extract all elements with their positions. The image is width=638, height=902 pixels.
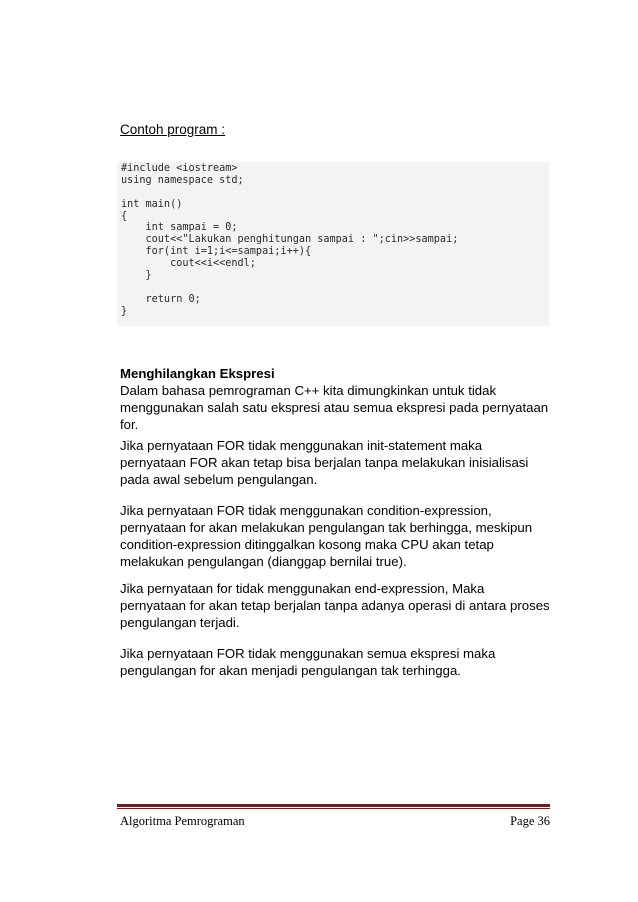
footer-rule-thin — [117, 808, 550, 809]
paragraph: Jika pernyataan FOR tidak menggunakan semua ekspresi maka pengulangan for akan menjadi pengulangan tak terhingga. — [120, 646, 496, 678]
code-line: cout<<i<<endl; — [121, 258, 256, 270]
footer-rule-thick — [117, 804, 550, 807]
code-line: } — [121, 270, 152, 282]
code-line: int sampai = 0; — [121, 222, 238, 234]
section-intro-text: Dalam bahasa pemrograman C++ kita dimungkinkan untuk tidak menggunakan salah satu ekspresi atau semua ekspresi pada pernyataan for. — [120, 383, 549, 432]
code-line: #include <iostream> — [121, 163, 238, 174]
section-intro — [120, 365, 550, 433]
code-line: int main() — [121, 198, 183, 210]
code-line: for(int i=1;i<=sampai;i++){ — [121, 246, 312, 258]
code-block — [117, 162, 549, 326]
paragraph: Jika pernyataan for tidak menggunakan end-expression, Maka pernyataan for akan tetap berjalan tanpa adanya operasi di antara proses pengulangan terjadi. — [120, 581, 550, 630]
footer-rule — [117, 804, 550, 809]
page-number: Page 36 — [510, 814, 550, 828]
code-line — [121, 282, 545, 294]
code-line: cout<<"Lakukan penghitungan sampai : ";cin>>sampai; — [121, 234, 459, 246]
paragraph: Jika pernyataan FOR tidak menggunakan condition-expression, pernyataan for akan melakukan pengulangan tak berhingga, meskipun condition-expression ditinggalkan kosong maka CPU akan tetap melakukan pengulangan (dianggap bernilai true). — [120, 503, 533, 569]
code-line — [121, 187, 545, 199]
footer-title: Algoritma Pemrograman — [120, 814, 245, 828]
paragraph: Jika pernyataan FOR tidak menggunakan init-statement maka pernyataan FOR akan tetap bisa berjalan tanpa melakukan inisialisasi pada awal sebelum pengulangan. — [120, 438, 529, 487]
code-line: } — [121, 305, 128, 317]
code-line: using namespace std; — [121, 174, 244, 186]
page-footer — [120, 814, 550, 829]
intro-label: Contoh program : — [120, 122, 226, 137]
section-heading: Menghilangkan Ekspresi — [120, 366, 275, 381]
code-line: return 0; — [121, 293, 201, 305]
code-line: { — [121, 210, 128, 222]
